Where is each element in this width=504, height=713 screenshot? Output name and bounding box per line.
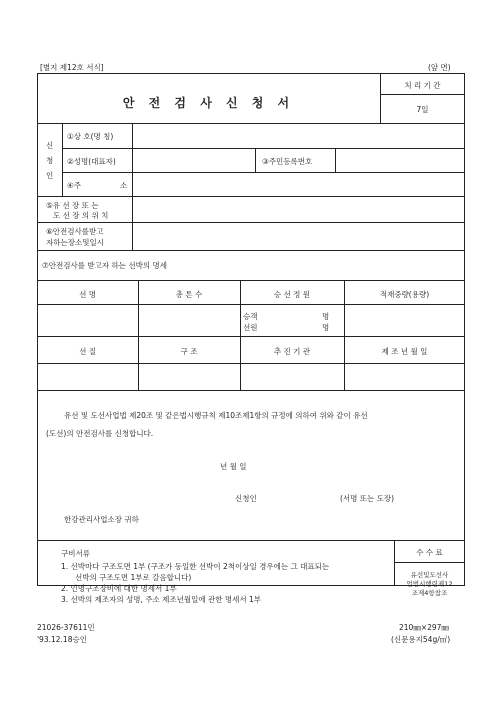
fee-note: 유선및도선사 bbox=[410, 571, 449, 579]
applicant-group-label: 신 bbox=[46, 141, 54, 150]
ship-location-label: ⑤유 선 장 또 는 bbox=[46, 201, 99, 210]
divider bbox=[37, 123, 465, 124]
resident-number-label: ③주민등록번호 bbox=[262, 157, 313, 166]
form-code: 21026-37611민 bbox=[37, 623, 95, 632]
approval-date: '93.12.18승인 bbox=[37, 635, 87, 644]
divider bbox=[380, 94, 465, 95]
required-document-item: 선박의 구조도면 1부로 갈음합니다) bbox=[75, 573, 192, 582]
divider bbox=[37, 540, 465, 541]
divider bbox=[37, 390, 465, 391]
manufacture-date-header: 제 조 년 월 일 bbox=[381, 347, 428, 356]
paper-type: (신문용지54g/㎡) bbox=[391, 635, 451, 644]
signature-hint: (서명 또는 도장) bbox=[340, 494, 395, 503]
person-unit: 명 bbox=[322, 312, 330, 321]
ship-location-label: 도 선 장 의 위 치 bbox=[53, 211, 109, 220]
applicant-sign-label: 신청인 bbox=[235, 494, 257, 503]
hull-material-header: 선 질 bbox=[79, 347, 96, 356]
person-unit: 명 bbox=[322, 323, 330, 332]
required-documents-title: 구비서류 bbox=[61, 549, 90, 558]
inspection-place-label: ⑥안전검사를받고 bbox=[46, 227, 104, 236]
divider bbox=[37, 304, 465, 305]
required-document-item: 2. 인명구조장비에 대한 명세서 1부 bbox=[61, 584, 177, 593]
divider bbox=[37, 250, 465, 251]
divider bbox=[255, 148, 256, 172]
required-document-item: 1. 선박마다 구조도면 1부 (구조가 동일한 선박이 2척이상일 경우에는 그 대표되는 bbox=[61, 562, 330, 571]
form-number: [별지 제12호 서식] bbox=[40, 63, 104, 72]
applicant-group-label: 인 bbox=[46, 171, 54, 180]
fee-note: 업법시행령제12 bbox=[406, 580, 453, 588]
application-statement: (도선)의 안전검사를 신청합니다. bbox=[46, 429, 154, 438]
passenger-label: 승객 bbox=[243, 312, 258, 321]
divider bbox=[37, 196, 465, 197]
page-side-label: (앞 면) bbox=[428, 63, 451, 72]
ship-name-header: 선 명 bbox=[79, 290, 96, 299]
date-line: 년 월 일 bbox=[220, 462, 247, 471]
divider bbox=[37, 222, 465, 223]
processing-period-value: 7일 bbox=[416, 105, 429, 114]
trade-name-label: ①상 호(명 칭) bbox=[67, 132, 114, 141]
divider bbox=[335, 148, 336, 172]
divider bbox=[394, 562, 465, 563]
divider bbox=[37, 280, 465, 281]
representative-name-label: ②성명(대표자) bbox=[67, 157, 116, 166]
divider bbox=[132, 123, 133, 250]
crew-label: 선원 bbox=[243, 323, 258, 332]
structure-header: 구 조 bbox=[180, 347, 198, 356]
address-label: 소 bbox=[120, 181, 128, 190]
inspection-place-label: 자하는장소및일시 bbox=[46, 238, 104, 247]
divider bbox=[62, 148, 465, 149]
fee-label: 수 수 료 bbox=[416, 548, 443, 557]
required-document-item: 3. 선박의 제조자의 성명, 주소 제조년월일에 관한 명세서 1부 bbox=[61, 595, 262, 604]
divider bbox=[62, 172, 465, 173]
fee-note: 조제4항참조 bbox=[411, 589, 448, 597]
processing-period-label: 처 리 기 간 bbox=[404, 81, 441, 90]
form-title: 안 전 검 사 신 청 서 bbox=[122, 96, 295, 110]
addressee: 한강관리사업소장 귀하 bbox=[64, 515, 139, 524]
paper-size: 210㎜×297㎜ bbox=[399, 623, 449, 632]
gross-tonnage-header: 총 톤 수 bbox=[175, 290, 203, 299]
address-label: ④주 bbox=[67, 181, 81, 190]
capacity-header: 승 선 정 원 bbox=[273, 290, 311, 299]
divider bbox=[62, 123, 63, 196]
application-statement: 유선 및 도선사업법 제20조 및 같은법시행규칙 제10조제1항의 규정에 의하여 위와 같이 유선 bbox=[64, 411, 368, 420]
applicant-group-label: 청 bbox=[46, 156, 54, 165]
load-weight-header: 적재중량(용량) bbox=[379, 290, 430, 299]
divider bbox=[37, 363, 465, 364]
divider bbox=[37, 336, 465, 337]
ship-list-title: ⑦안전검사를 받고자 하는 선박의 명세 bbox=[42, 261, 167, 270]
propulsion-header: 추 진 기 관 bbox=[273, 347, 311, 356]
